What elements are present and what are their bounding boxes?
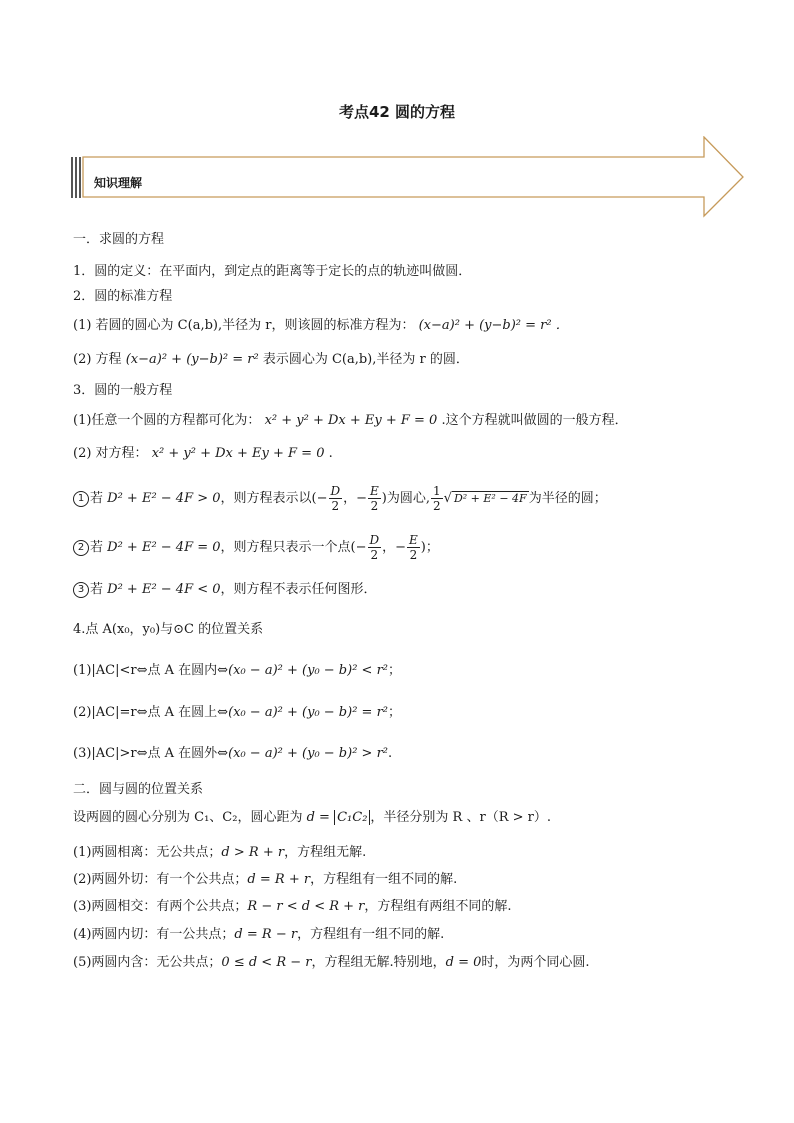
- case-3: 3 若 D² + E² − 4F < 0，则方程不表示任何图形．: [73, 580, 377, 600]
- fraction-e-over-2: $\frac{E}{2}$: [370, 484, 379, 513]
- circled-number-3: 3: [73, 582, 89, 598]
- arrow-banner-shape: [70, 136, 746, 218]
- section-heading-1: 一．求圆的方程: [73, 232, 165, 247]
- case-2: 2 若 D² + E² − 4F = 0，则方程只表示一个点(− $\frac{D}{2}$ ，− $\frac{E}{2}$ )；: [73, 533, 439, 563]
- sqrt-symbol: √: [443, 491, 452, 506]
- standard-equation-heading: 2．圆的标准方程: [73, 289, 173, 304]
- relation-internal-tangent: (4)两圆内切：有一公共点；d = R − r，方程组有一组不同的解.: [73, 927, 445, 942]
- center-distance-abs: C₁C₂: [334, 810, 370, 825]
- two-circles-intro: 设两圆的圆心分别为 C₁、C₂，圆心距为 d = C₁C₂ ，半径分别为 R 、r（R > r）.: [73, 810, 551, 825]
- circle-definition: 1．圆的定义：在平面内，到定点的距离等于定长的点的轨迹叫做圆．: [73, 264, 472, 279]
- point-on: (2)|AC|=r⇔点 A 在圆上⇔(x₀ − a)² + (y₀ − b)² = r²；: [73, 705, 402, 720]
- relation-separate: (1)两圆相离：无公共点；d > R + r，方程组无解.: [73, 845, 367, 860]
- standard-equation-item-2: (2) 方程 (x−a)² + (y−b)² = r² 表示圆心为 C(a,b),半径为 r 的圆．: [73, 352, 469, 367]
- standard-equation-item-1: (1) 若圆的圆心为 C(a,b),半径为 r，则该圆的标准方程为： (x−a)² + (y−b)² = r² ．: [73, 318, 569, 333]
- fraction-d-over-2: $\frac{D}{2}$: [369, 533, 380, 562]
- fraction-d-over-2: $\frac{D}{2}$: [330, 484, 341, 513]
- fraction-e-over-2: $\frac{E}{2}$: [409, 533, 418, 562]
- fraction-one-half: $\frac{1}{2}$: [433, 484, 441, 513]
- banner-label: 知识理解: [94, 176, 143, 190]
- point-circle-heading: 4.点 A(x₀，y₀)与⊙C 的位置关系: [73, 622, 264, 637]
- general-equation-item-1: (1)任意一个圆的方程都可化为： x² + y² + Dx + Ey + F = 0 .这个方程就叫做圆的一般方程．: [73, 413, 628, 428]
- general-equation-heading: 3．圆的一般方程: [73, 383, 173, 398]
- point-outside: (3)|AC|>r⇔点 A 在圆外⇔(x₀ − a)² + (y₀ − b)² > r².: [73, 746, 393, 761]
- relation-intersect: (3)两圆相交：有两个公共点；R − r < d < R + r，方程组有两组不同的解.: [73, 899, 512, 914]
- section-banner: [70, 136, 746, 218]
- circled-number-1: 1: [73, 491, 89, 507]
- page-title: 考点42 圆的方程: [338, 103, 456, 121]
- relation-external-tangent: (2)两圆外切：有一个公共点；d = R + r，方程组有一组不同的解.: [73, 872, 458, 887]
- case-1: 1 若 D² + E² − 4F > 0，则方程表示以(− $\frac{D}{2}$ ，− $\frac{E}{2}$ )为圆心, $\frac{1}{2}$ √ D² + E² − 4F 为半径的圆；: [73, 484, 607, 514]
- general-equation-item-2: (2) 对方程： x² + y² + Dx + Ey + F = 0 .: [73, 446, 333, 461]
- section-heading-2: 二．圆与圆的位置关系: [73, 782, 204, 797]
- relation-contained: (5)两圆内含：无公共点；0 ≤ d < R − r，方程组无解.特别地，d = 0时，为两个同心圆.: [73, 955, 590, 970]
- circled-number-2: 2: [73, 540, 89, 556]
- point-inside: (1)|AC|<r⇔点 A 在圆内⇔(x₀ − a)² + (y₀ − b)² < r²；: [73, 663, 402, 678]
